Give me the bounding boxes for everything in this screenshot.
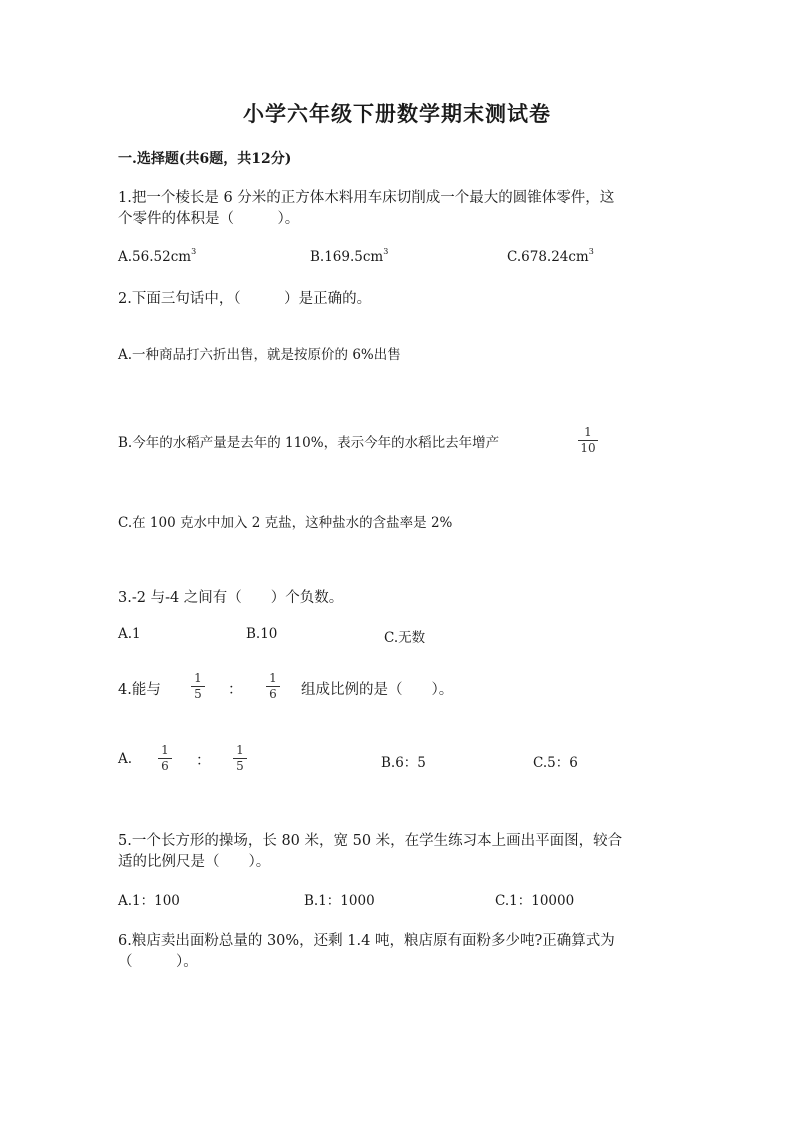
question-1-line-1: 1.把一个棱长是 6 分米的正方体木料用车床切削成一个最大的圆锥体零件，这 [118, 190, 615, 206]
question-4-fraction-1 [191, 672, 205, 701]
question-2-option-b-fraction [578, 426, 598, 455]
fraction-numerator: 1 [584, 425, 592, 439]
question-4-fraction-2 [266, 672, 280, 701]
fraction-denominator: 6 [269, 687, 277, 701]
question-3-stem: 3.-2 与-4 之间有（ ）个负数。 [118, 590, 344, 606]
question-5-line-1: 5.一个长方形的操场，长 80 米，宽 50 米，在学生练习本上画出平面图，较合 [118, 833, 623, 849]
question-2-option-a: A.一种商品打六折出售，就是按原价的 6%出售 [118, 347, 401, 363]
question-4-option-a-label: A. [118, 751, 133, 767]
question-6-line-1: 6.粮店卖出面粉总量的 30%，还剩 1.4 吨，粮店原有面粉多少吨?正确算式为 [118, 933, 615, 949]
fraction-denominator: 6 [161, 759, 169, 773]
question-6-line-2: （ ）。 [118, 954, 198, 970]
question-3-option-a: A.1 [118, 626, 141, 642]
page-title: 小学六年级下册数学期末测试卷 [243, 101, 551, 126]
question-5-option-c: C.1：10000 [495, 893, 575, 909]
fraction-denominator: 5 [194, 687, 202, 701]
fraction-denominator: 5 [236, 759, 244, 773]
fraction-numerator: 1 [194, 671, 202, 685]
section-heading: 一.选择题(共6题，共12分) [118, 151, 292, 167]
question-4-option-a-fraction-2 [233, 744, 247, 773]
question-2-stem: 2.下面三句话中，（ ）是正确的。 [118, 291, 372, 307]
question-2-option-b: B.今年的水稻产量是去年的 110%，表示今年的水稻比去年增产 [118, 435, 500, 451]
question-4-option-b: B.6：5 [381, 755, 426, 771]
fraction-numerator: 1 [236, 743, 244, 757]
question-4-colon: ： [228, 682, 243, 698]
question-4-option-c: C.5：6 [533, 755, 578, 771]
question-4-option-a-fraction-1 [158, 744, 172, 773]
question-4-prefix: 4.能与 [118, 682, 161, 698]
question-1-option-a: $A.56.52cm^3$ [118, 247, 197, 265]
question-5-option-a: A.1：100 [118, 893, 180, 909]
fraction-numerator: 1 [269, 671, 277, 685]
question-3-option-b: B.10 [246, 626, 278, 642]
question-1-option-c: $C.678.24cm^3$ [507, 247, 594, 265]
question-4-suffix: 组成比例的是（ ）。 [301, 682, 454, 698]
question-5-option-b: B.1：1000 [304, 893, 375, 909]
question-2-option-c: C.在 100 克水中加入 2 克盐，这种盐水的含盐率是 2% [118, 515, 453, 531]
fraction-denominator: 10 [580, 441, 596, 455]
question-1-line-2: 个零件的体积是（ ）。 [118, 211, 300, 227]
question-1-option-b: $B.169.5cm^3$ [310, 247, 389, 265]
question-5-line-2: 适的比例尺是（ ）。 [118, 854, 271, 870]
question-4-option-a-colon: ： [196, 753, 211, 769]
fraction-numerator: 1 [161, 743, 169, 757]
question-3-option-c: C.无数 [384, 630, 426, 646]
